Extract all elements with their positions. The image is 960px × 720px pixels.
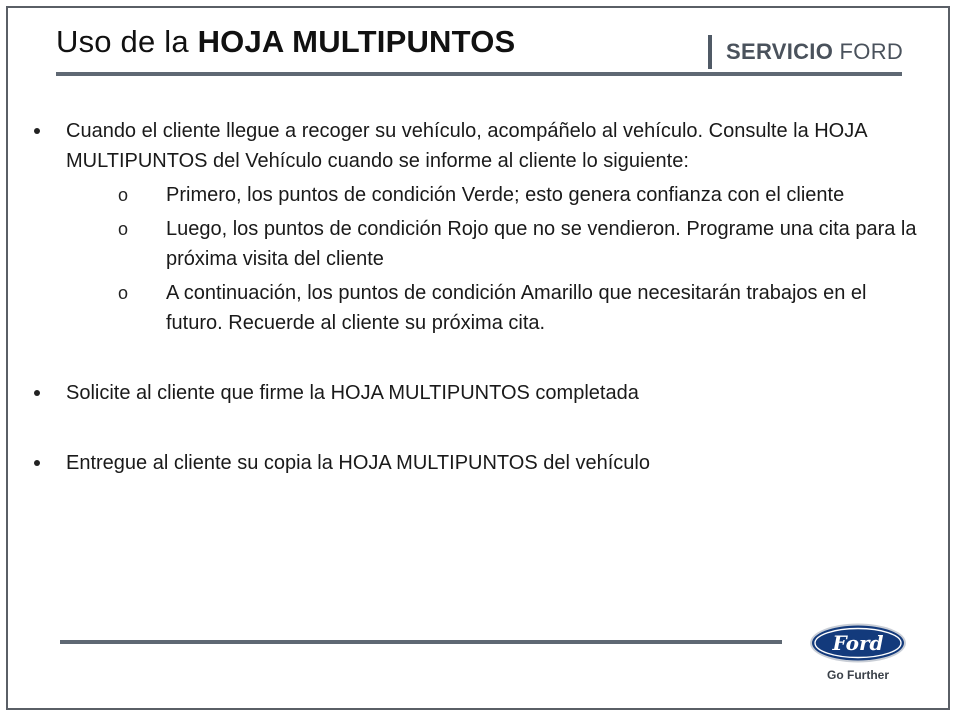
sub-item-text-yellow: A continuación, los puntos de condición Amarillo que necesitarán trabajos en el futuro. Recuerde al cliente su próxima cita. — [166, 282, 867, 334]
title-emphasis: HOJA MULTIPUNTOS — [197, 24, 516, 59]
sub-item-text-red: Luego, los puntos de condición Rojo que no se vendieron. Programe una cita para la próxima visita del cliente — [166, 218, 917, 270]
ford-oval-logo — [808, 622, 908, 664]
bullet-text-2: Solicite al cliente que firme la HOJA MULTIPUNTOS completada — [66, 382, 639, 404]
bullet-item-3 — [30, 448, 920, 478]
servicio-ford-brand — [708, 34, 903, 70]
brand-divider-bar — [708, 35, 712, 69]
sub-bullet-list — [66, 180, 920, 338]
bullet-list — [30, 116, 920, 478]
sub-item-red — [102, 214, 920, 274]
footer-divider — [60, 640, 782, 644]
brand-header-text — [726, 39, 903, 65]
bullet-text-1: Cuando el cliente llegue a recoger su vehículo, acompáñelo al vehículo. Consulte la HOJA MULTIPUNTOS del Vehículo cuando se informe al cliente lo siguiente: — [66, 120, 867, 172]
sub-item-yellow — [102, 278, 920, 338]
sub-item-green — [102, 180, 920, 210]
brand-header-bold: SERVICIO — [726, 39, 834, 64]
sub-item-text-green: Primero, los puntos de condición Verde; esto genera confianza con el cliente — [166, 184, 845, 206]
bullet-text-3: Entregue al cliente su copia la HOJA MULTIPUNTOS del vehículo — [66, 452, 650, 474]
bullet-item-2 — [30, 378, 920, 408]
brand-header-light: FORD — [833, 39, 904, 64]
header-divider — [56, 72, 902, 76]
ford-logo-wordmark: Ford — [832, 631, 884, 655]
go-further-tagline: Go Further — [827, 668, 889, 682]
title-prefix: Uso de la — [56, 24, 198, 59]
bullet-item-1 — [30, 116, 920, 338]
page-title — [56, 24, 515, 60]
